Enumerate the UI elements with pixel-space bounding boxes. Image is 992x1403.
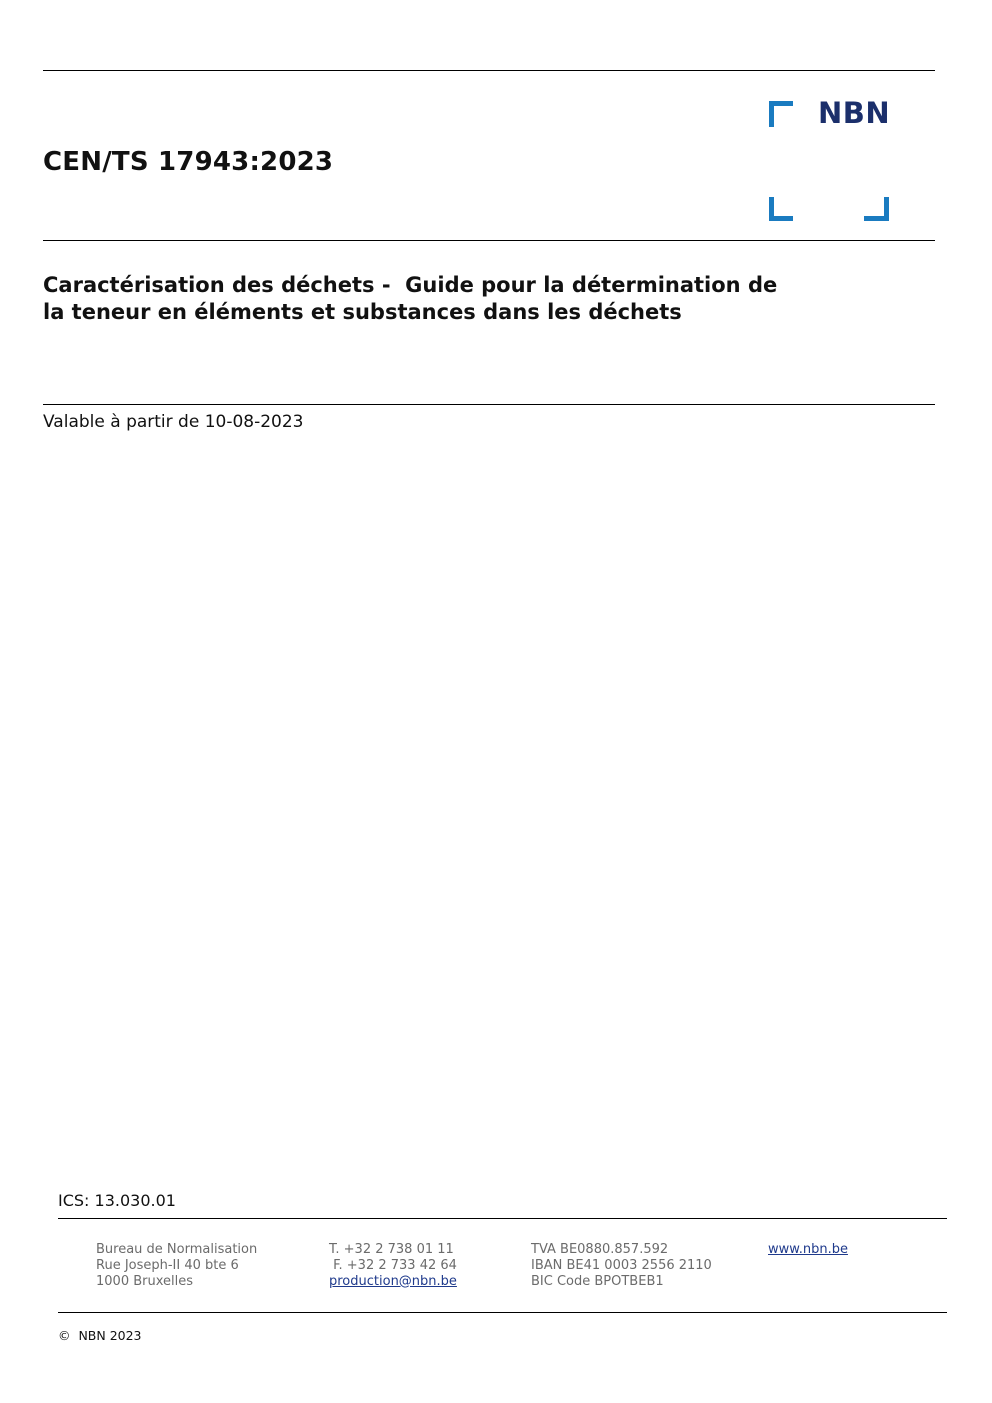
address-line: 1000 Bruxelles bbox=[96, 1273, 194, 1289]
footer-contact bbox=[329, 1242, 457, 1289]
logo-text: NBN bbox=[818, 96, 891, 130]
phone-number: T. +32 2 738 01 11 bbox=[329, 1242, 454, 1257]
footer-top-rule bbox=[58, 1218, 947, 1219]
ics-code: ICS: 13.030.01 bbox=[58, 1191, 176, 1210]
standard-code: CEN/TS 17943:2023 bbox=[43, 147, 334, 177]
footer-address bbox=[96, 1242, 257, 1289]
validity-date: Valable à partir de 10-08-2023 bbox=[43, 412, 304, 432]
title-bottom-rule bbox=[43, 404, 935, 405]
address-line: Bureau de Normalisation bbox=[96, 1242, 258, 1257]
iban-number: IBAN BE41 0003 2556 2110 bbox=[531, 1257, 712, 1273]
website-link[interactable]: www.nbn.be bbox=[768, 1242, 848, 1257]
top-rule bbox=[43, 70, 935, 71]
copyright-notice: © NBN 2023 bbox=[58, 1328, 142, 1343]
title-line-2: la teneur en éléments et substances dans les déchets bbox=[43, 300, 682, 324]
title-line-1: Caractérisation des déchets - Guide pour la détermination de bbox=[43, 273, 778, 297]
footer-banking bbox=[531, 1242, 712, 1289]
footer-website bbox=[768, 1242, 848, 1258]
address-line: Rue Joseph-II 40 bte 6 bbox=[96, 1257, 239, 1273]
bic-code: BIC Code BPOTBEB1 bbox=[531, 1273, 664, 1289]
logo-bracket-bottom-left-icon bbox=[769, 197, 795, 221]
email-link[interactable]: production@nbn.be bbox=[329, 1273, 457, 1289]
footer-bottom-rule bbox=[58, 1312, 947, 1313]
header-bottom-rule bbox=[43, 240, 935, 241]
logo-bracket-bottom-right-icon bbox=[864, 197, 889, 221]
fax-number: F. +32 2 733 42 64 bbox=[329, 1257, 457, 1273]
vat-number: TVA BE0880.857.592 bbox=[531, 1242, 669, 1257]
document-title bbox=[43, 272, 903, 326]
logo-bracket-top-left-icon bbox=[769, 101, 795, 127]
